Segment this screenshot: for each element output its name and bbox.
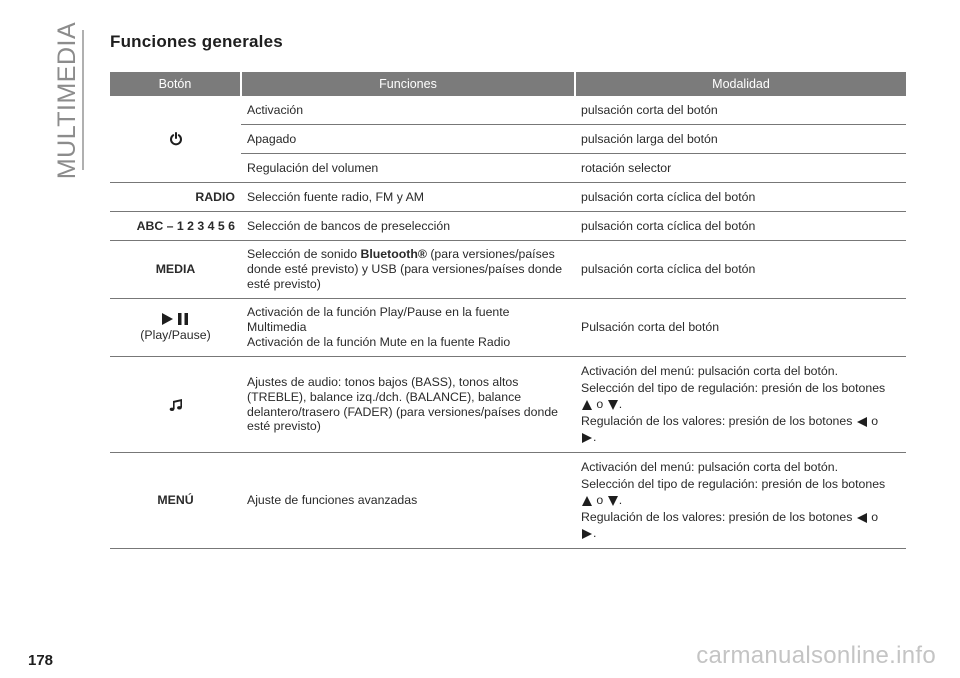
header-mode: Modalidad: [575, 72, 906, 96]
page-number: 178: [28, 652, 54, 669]
function-cell: Activación: [241, 96, 575, 125]
or-text: o: [871, 509, 879, 524]
mode-text: Activación del menú: pulsación corta del botón.: [581, 460, 839, 475]
header-button: Botón: [110, 72, 241, 96]
function-text: Selección de sonido: [247, 247, 361, 262]
mode-arrows: [581, 492, 900, 509]
mode-cell: rotación selector: [575, 154, 906, 183]
mode-text: Activación del menú: pulsación corta del botón.: [581, 364, 839, 379]
function-cell: Selección de bancos de preselección: [241, 212, 575, 241]
function-cell: [241, 241, 575, 299]
function-cell: Ajuste de funciones avanzadas: [241, 453, 575, 549]
mode-arrows: [581, 396, 900, 413]
table-row: [110, 241, 906, 299]
table-row: [110, 357, 906, 453]
mode-cell: pulsación corta cíclica del botón: [575, 241, 906, 299]
arrow-down-icon: [607, 495, 619, 507]
presets-button-label: ABC – 1 2 3 4 5 6: [110, 212, 241, 241]
functions-table: [110, 72, 906, 549]
table-row: [110, 183, 906, 212]
mode-cell: pulsación larga del botón: [575, 125, 906, 154]
mode-text-line: Regulación de los valores: presión de los botones: [581, 413, 853, 428]
arrow-right-icon: [581, 528, 593, 540]
mode-cell: Pulsación corta del botón: [575, 299, 906, 357]
watermark: carmanualsonline.info: [696, 642, 936, 669]
power-button-cell: [110, 96, 241, 183]
section-divider: [82, 30, 84, 170]
function-cell: Apagado: [241, 125, 575, 154]
menu-button-label: MENÚ: [110, 453, 241, 549]
table-row: [110, 453, 906, 549]
mode-cell: pulsación corta cíclica del botón: [575, 183, 906, 212]
function-text: Activación de la función Mute en la fuente Radio: [247, 334, 511, 349]
function-cell: [241, 299, 575, 357]
mode-cell: [575, 453, 906, 549]
mode-text: Selección del tipo de regulación: presión de los botones: [581, 380, 886, 395]
mode-cell: [575, 357, 906, 453]
page-title: Funciones generales: [110, 32, 283, 51]
function-cell: Regulación del volumen: [241, 154, 575, 183]
header-functions: Funciones: [241, 72, 575, 96]
play-pause-caption: (Play/Pause): [140, 328, 211, 343]
function-cell: Selección fuente radio, FM y AM: [241, 183, 575, 212]
table-row: [110, 299, 906, 357]
play-pause-icon: [160, 312, 192, 326]
table-header-row: [110, 72, 906, 96]
function-text: (para versiones/países donde esté previsto) y USB (para versiones/países donde esté previsto): [247, 247, 563, 291]
arrow-left-icon: [856, 416, 868, 428]
play-pause-button-cell: [110, 299, 241, 357]
period-text: .: [593, 526, 597, 541]
or-text: o: [596, 493, 604, 508]
arrow-right-icon: [581, 432, 593, 444]
period-text: .: [618, 397, 623, 412]
power-icon: [169, 132, 183, 146]
arrow-up-icon: [581, 495, 593, 507]
audio-button-cell: [110, 357, 241, 453]
or-text: o: [596, 397, 604, 412]
table-row: [110, 212, 906, 241]
or-text: o: [871, 413, 879, 428]
mode-text: Selección del tipo de regulación: presión de los botones: [581, 476, 886, 491]
period-text: .: [618, 493, 623, 508]
table-row: [110, 96, 906, 125]
mode-arrows: [581, 525, 900, 542]
arrow-left-icon: [856, 512, 868, 524]
mode-cell: pulsación corta cíclica del botón: [575, 212, 906, 241]
bluetooth-text: Bluetooth®: [360, 247, 427, 262]
mode-text: [581, 509, 900, 526]
mode-text-line: Regulación de los valores: presión de los botones: [581, 509, 853, 524]
function-text: Activación de la función Play/Pause en la fuente Multimedia: [247, 305, 510, 335]
arrow-down-icon: [607, 399, 619, 411]
arrow-up-icon: [581, 399, 593, 411]
mode-cell: pulsación corta del botón: [575, 96, 906, 125]
music-note-icon: [168, 397, 184, 413]
period-text: .: [593, 430, 597, 445]
radio-button-label: RADIO: [110, 183, 241, 212]
section-label: MULTIMEDIA: [53, 21, 82, 179]
function-cell: Ajustes de audio: tonos bajos (BASS), tonos altos (TREBLE), balance izq./dch. (BALANCE), balance delantero/trasero (FADER) (para versiones/países donde esté previsto): [241, 357, 575, 453]
mode-text: [581, 413, 900, 430]
mode-arrows: [581, 429, 900, 446]
media-button-label: MEDIA: [110, 241, 241, 299]
